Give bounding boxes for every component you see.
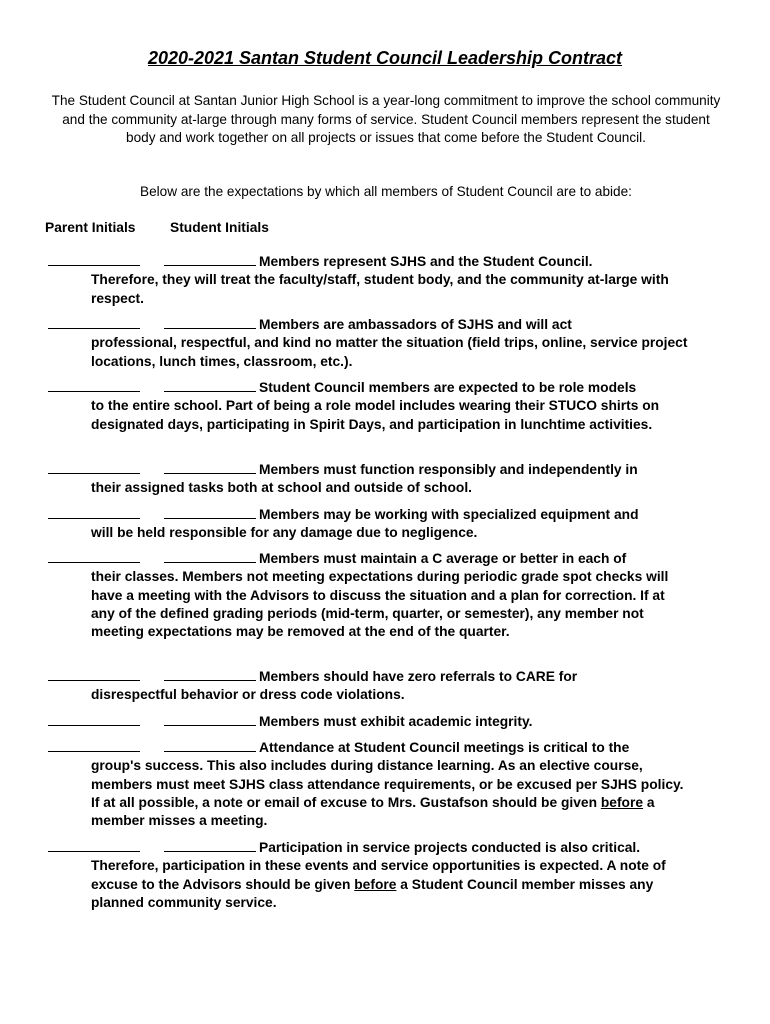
item-continuation: disrespectful behavior or dress code violations. (91, 687, 405, 703)
item-continuation: Therefore, they will treat the faculty/staff, student body, and the community at-large with respect. (91, 272, 669, 306)
student-initials-blank[interactable] (164, 253, 256, 266)
item-text: Student Council members are expected to be role models (259, 380, 637, 395)
contract-item (48, 253, 688, 308)
parent-initials-blank[interactable] (48, 739, 140, 752)
contract-item (48, 379, 688, 434)
student-initials-blank[interactable] (164, 839, 256, 852)
item-continuation: group's success. This also includes during distance learning. As an elective course, members must meet SJHS class attendance requirements, or be excused per SJHS policy. If at all possible, a note or email of excuse to Mrs. Gustafson should be given before a member misses a meeting. (91, 758, 684, 829)
contract-item (48, 506, 688, 543)
item-text: Members must maintain a C average or better in each of (259, 551, 627, 566)
parent-initials-blank[interactable] (48, 461, 140, 474)
contract-item (48, 461, 688, 498)
item-text: Participation in service projects conducted is also critical. (259, 840, 641, 855)
parent-initials-blank[interactable] (48, 506, 140, 519)
item-continuation: their assigned tasks both at school and outside of school. (91, 480, 473, 496)
student-initials-blank[interactable] (164, 316, 256, 329)
item-text: Members must exhibit academic integrity. (259, 714, 533, 729)
emphasis-before: before (354, 876, 397, 892)
contract-item (48, 316, 688, 371)
emphasis-before: before (600, 794, 644, 810)
item-text: Members represent SJHS and the Student Council. (259, 254, 593, 269)
item-text: Members are ambassadors of SJHS and will act (259, 317, 572, 332)
item-text: Members must function responsibly and independently in (259, 462, 638, 477)
item-text: Members should have zero referrals to CARE for (259, 669, 578, 684)
parent-initials-blank[interactable] (48, 713, 140, 726)
item-continuation: Therefore, participation in these events and service opportunities is expected. A note of excuse to the Advisors should be given before a Student Council member misses any planned community service. (91, 858, 666, 910)
parent-initials-blank[interactable] (48, 316, 140, 329)
contract-item (48, 668, 688, 705)
parent-initials-blank[interactable] (48, 550, 140, 563)
student-initials-blank[interactable] (164, 461, 256, 474)
contract-item (48, 550, 688, 641)
student-initials-blank[interactable] (164, 506, 256, 519)
item-text: Members may be working with specialized equipment and (259, 507, 639, 522)
student-initials-header: Student Initials (170, 220, 269, 235)
student-initials-blank[interactable] (164, 379, 256, 392)
expectations-intro: Below are the expectations by which all members of Student Council are to abide: (140, 184, 632, 199)
contract-item (48, 739, 688, 830)
student-initials-blank[interactable] (164, 668, 256, 681)
parent-initials-blank[interactable] (48, 379, 140, 392)
parent-initials-blank[interactable] (48, 839, 140, 852)
item-continuation: their classes. Members not meeting expectations during periodic grade spot checks will have a meeting with the Advisors to discuss the situation and a plan for correction. If at any of the defined grading periods (mid-term, quarter, or semester), any member not meeting expectations may be removed at the end of the quarter. (91, 569, 669, 640)
page-title: 2020-2021 Santan Student Council Leadership Contract (147, 48, 623, 68)
item-continuation: professional, respectful, and kind no matter the situation (field trips, online, service project locations, lunch times, classroom, etc.). (91, 335, 688, 369)
item-continuation: to the entire school. Part of being a role model includes wearing their STUCO shirts on designated days, participating in Spirit Days, and participation in lunchtime activities. (91, 398, 660, 432)
parent-initials-header: Parent Initials (45, 220, 136, 235)
contract-item (48, 839, 688, 912)
contract-item (48, 713, 688, 731)
student-initials-blank[interactable] (164, 713, 256, 726)
student-initials-blank[interactable] (164, 550, 256, 563)
intro-paragraph: The Student Council at Santan Junior High School is a year-long commitment to improve the school community and the community at-large through many forms of service. Student Council members represent the student body and work together on all projects or issues that come before the Student Council. (51, 93, 721, 145)
item-continuation: will be held responsible for any damage due to negligence. (91, 525, 478, 541)
parent-initials-blank[interactable] (48, 668, 140, 681)
student-initials-blank[interactable] (164, 739, 256, 752)
parent-initials-blank[interactable] (48, 253, 140, 266)
item-text: Attendance at Student Council meetings is critical to the (259, 740, 630, 755)
